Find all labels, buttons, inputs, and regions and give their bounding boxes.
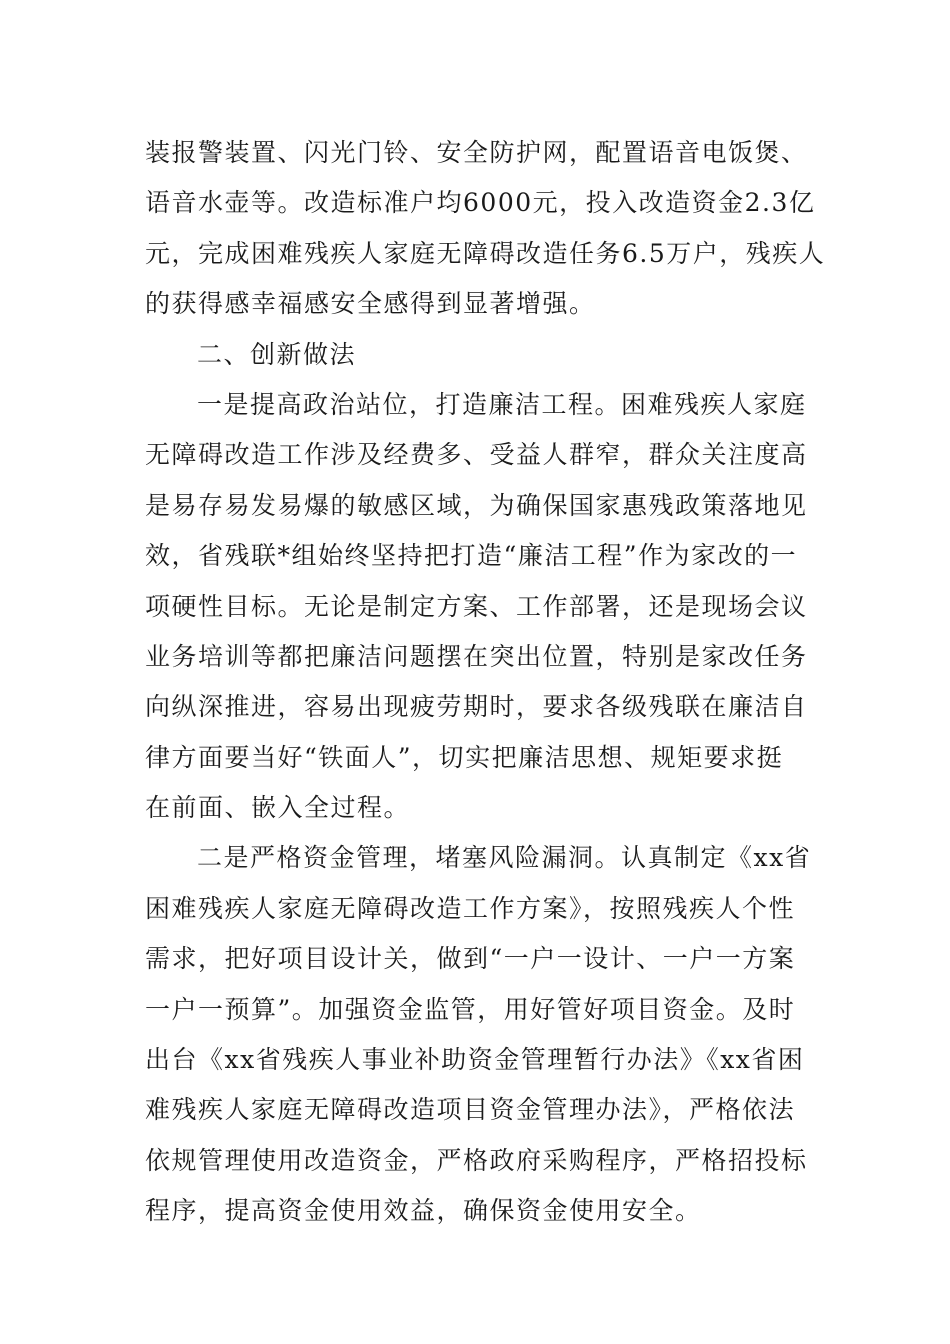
text-line: 难残疾人家庭无障碍改造项目资金管理办法》，严格依法 [145, 1095, 796, 1125]
text-line: 的获得感幸福感安全感得到显著增强。 [145, 289, 596, 319]
paragraph-first-line: 二是严格资金管理，堵塞风险漏洞。认真制定《xx省 [197, 843, 812, 873]
text-line: 在前面、嵌入全过程。 [145, 793, 411, 823]
text-line: 困难残疾人家庭无障碍改造工作方案》，按照残疾人个性 [145, 893, 796, 923]
text-line: 项硬性目标。无论是制定方案、工作部署，还是现场会议 [145, 591, 808, 621]
text-line: 程序，提高资金使用效益，确保资金使用安全。 [145, 1196, 702, 1226]
text-line: 依规管理使用改造资金，严格政府采购程序，严格招投标 [145, 1145, 808, 1175]
text-line: 律方面要当好“铁面人”，切实把廉洁思想、规矩要求挺 [145, 742, 784, 772]
text-line: 语音水壶等。改造标准户均6000元，投入改造资金2.3亿 [145, 188, 816, 218]
text-line: 是易存易发易爆的敏感区域，为确保国家惠残政策落地见 [145, 490, 808, 520]
paragraph-first-line: 一是提高政治站位，打造廉洁工程。困难残疾人家庭 [197, 389, 807, 419]
text-line: 元，完成困难残疾人家庭无障碍改造任务6.5万户，残疾人 [145, 238, 826, 268]
text-line: 效，省残联*组始终坚持把打造“廉洁工程”作为家改的一 [145, 541, 798, 571]
text-line: 一户一预算”。加强资金监管，用好管好项目资金。及时 [145, 994, 796, 1024]
text-line: 装报警装置、闪光门铃、安全防护网，配置语音电饭煲、 [145, 138, 808, 167]
section-heading: 二、创新做法 [197, 339, 357, 369]
text-line: 出台《xx省残疾人事业补助资金管理暂行办法》《xx省困 [145, 1045, 805, 1075]
text-line: 需求，把好项目设计关，做到“一户一设计、一户一方案 [145, 944, 796, 974]
text-line: 无障碍改造工作涉及经费多、受益人群窄，群众关注度高 [145, 440, 808, 470]
text-line: 业务培训等都把廉洁问题摆在突出位置，特别是家改任务 [145, 641, 808, 671]
text-line: 向纵深推进，容易出现疲劳期时，要求各级残联在廉洁自 [145, 692, 808, 722]
document-body [145, 128, 826, 1237]
